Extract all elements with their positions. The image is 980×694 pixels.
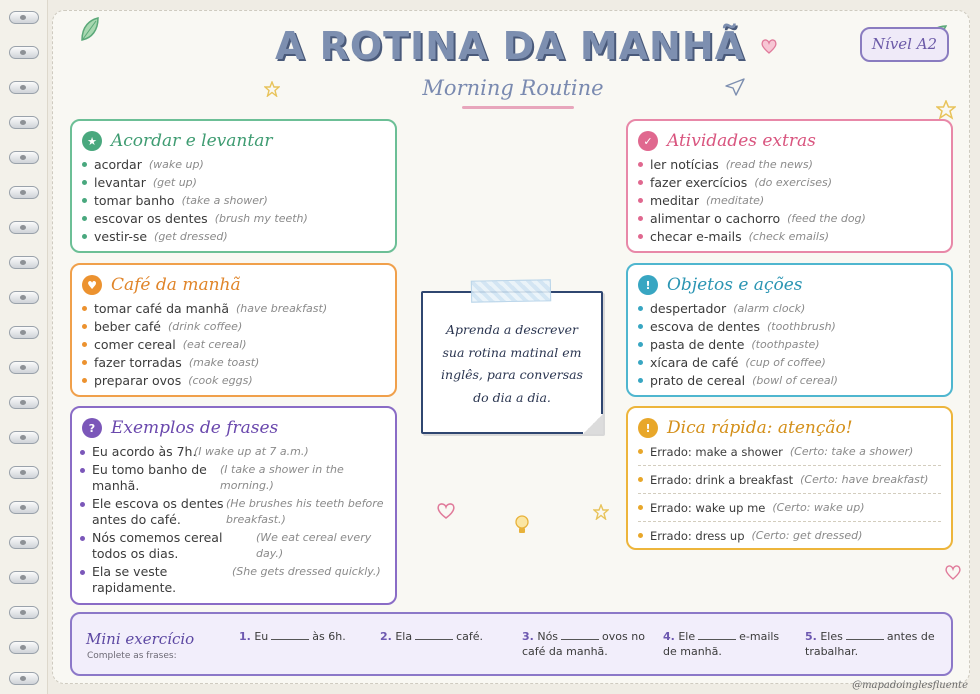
card-title: Acordar e levantar	[111, 131, 273, 151]
list-item: Ela se veste rapidamente. (She gets dressed quickly.)	[80, 564, 387, 596]
lightbulb-icon	[514, 514, 530, 536]
list-item: acordar (wake up)	[82, 155, 387, 173]
blank-field[interactable]	[561, 639, 599, 640]
author-handle: @mapadoinglesfluente	[852, 680, 968, 691]
blank-field[interactable]	[698, 639, 736, 640]
list-item: ler notícias (read the news)	[638, 155, 943, 173]
ring-icon	[9, 291, 39, 304]
ring-icon	[9, 326, 39, 339]
exclamation-icon: !	[638, 418, 658, 438]
ring-icon	[9, 501, 39, 514]
list-item: xícara de café (cup of coffee)	[638, 354, 943, 372]
ring-icon	[9, 221, 39, 234]
ring-icon	[9, 606, 39, 619]
list-item: fazer exercícios (do exercises)	[638, 173, 943, 191]
list-item: escova de dentes (toothbrush)	[638, 317, 943, 335]
blank-field[interactable]	[271, 639, 309, 640]
tip-item: Errado: dress up (Certo: get dressed)	[638, 522, 941, 549]
list-item: Eu tomo banho de manhã. (I take a shower in the morning.)	[80, 462, 387, 494]
tip-item: Errado: drink a breakfast (Certo: have breakfast)	[638, 466, 941, 493]
star-icon	[936, 100, 956, 120]
vocab-list	[638, 155, 943, 246]
ring-icon	[9, 256, 39, 269]
exercise-item: 5. Eles antes de trabalhar.	[805, 630, 935, 658]
card-extra-activities	[626, 119, 953, 253]
ring-icon	[9, 396, 39, 409]
list-item: tomar café da manhã (have breakfast)	[82, 299, 387, 317]
list-item: despertador (alarm clock)	[638, 299, 943, 317]
list-item: comer cereal (eat cereal)	[82, 335, 387, 353]
list-item: meditar (meditate)	[638, 191, 943, 209]
sticky-note	[421, 291, 603, 434]
list-item: fazer torradas (make toast)	[82, 354, 387, 372]
list-item: tomar banho (take a shower)	[82, 191, 387, 209]
mini-exercise	[70, 612, 953, 676]
ring-icon	[9, 46, 39, 59]
note-text: Aprenda a descrever sua rotina matinal em inglês, para conversas do dia a dia.	[441, 322, 583, 405]
list-item: prato de cereal (bowl of cereal)	[638, 372, 943, 390]
ring-icon	[9, 116, 39, 129]
list-item: vestir-se (get dressed)	[82, 228, 387, 246]
blank-field[interactable]	[846, 639, 884, 640]
card-objects	[626, 263, 953, 397]
vocab-list	[82, 155, 387, 246]
vocab-list	[638, 299, 943, 390]
star-icon	[264, 81, 280, 97]
card-examples	[70, 406, 397, 605]
card-quick-tip	[626, 406, 953, 550]
ring-icon	[9, 672, 39, 685]
list-item: alimentar o cachorro (feed the dog)	[638, 210, 943, 228]
page-title: A ROTINA DA MANHÃ	[274, 24, 746, 68]
ring-icon	[9, 536, 39, 549]
spiral-binding	[0, 0, 48, 694]
leaf-icon	[78, 16, 102, 44]
exercise-title: Mini exercício	[86, 630, 195, 648]
ring-icon	[9, 81, 39, 94]
card-title: Dica rápida: atenção!	[667, 418, 853, 438]
list-item: preparar ovos (cook eggs)	[82, 372, 387, 390]
ring-icon	[9, 186, 39, 199]
star-icon: ★	[82, 131, 102, 151]
list-item: escovar os dentes (brush my teeth)	[82, 210, 387, 228]
ring-icon	[9, 431, 39, 444]
exercise-item: 2. Ela café.	[380, 630, 484, 643]
tip-item: Errado: wake up me (Certo: wake up)	[638, 494, 941, 521]
level-badge: Nível A2	[860, 27, 949, 62]
star-icon	[593, 504, 609, 520]
exercise-item: 4. Ele e-mails de manhã.	[663, 630, 780, 658]
page-subtitle: Morning Routine	[422, 76, 604, 100]
paper-plane-icon	[724, 77, 746, 97]
card-wake-up	[70, 119, 397, 253]
card-title: Café da manhã	[111, 275, 241, 295]
card-title: Objetos e ações	[667, 275, 803, 295]
ring-icon	[9, 641, 39, 654]
heart-icon	[436, 502, 456, 520]
heart-icon: ♥	[82, 275, 102, 295]
blank-field[interactable]	[415, 639, 453, 640]
exercise-subtitle: Complete as frases:	[87, 651, 177, 661]
ring-icon	[9, 571, 39, 584]
heart-icon	[944, 564, 962, 580]
card-breakfast	[70, 263, 397, 397]
tip-item: Errado: make a shower (Certo: take a shower)	[638, 438, 941, 465]
list-item: beber café (drink coffee)	[82, 317, 387, 335]
washi-tape	[471, 279, 551, 302]
list-item: Eu acordo às 7h. (I wake up at 7 a.m.)	[80, 444, 387, 460]
list-item: levantar (get up)	[82, 173, 387, 191]
ring-icon	[9, 466, 39, 479]
ring-icon	[9, 11, 39, 24]
ring-icon	[9, 361, 39, 374]
exercise-item: 1. Eu às 6h.	[239, 630, 346, 643]
list-item: Ele escova os dentes antes do café. (He brushes his teeth before breakfast.)	[80, 496, 387, 528]
card-title: Atividades extras	[667, 131, 816, 151]
check-icon: ✓	[638, 131, 658, 151]
question-icon: ?	[82, 418, 102, 438]
page-curl	[583, 414, 603, 434]
list-item: pasta de dente (toothpaste)	[638, 335, 943, 353]
vocab-list	[82, 299, 387, 390]
list-item: checar e-mails (check emails)	[638, 228, 943, 246]
exercise-item: 3. Nós ovos no café da manhã.	[522, 630, 645, 658]
subtitle-underline	[462, 106, 574, 109]
list-item: Nós comemos cereal todos os dias. (We eat cereal every day.)	[80, 530, 387, 562]
exclamation-icon: !	[638, 275, 658, 295]
ring-icon	[9, 151, 39, 164]
card-title: Exemplos de frases	[111, 418, 279, 438]
